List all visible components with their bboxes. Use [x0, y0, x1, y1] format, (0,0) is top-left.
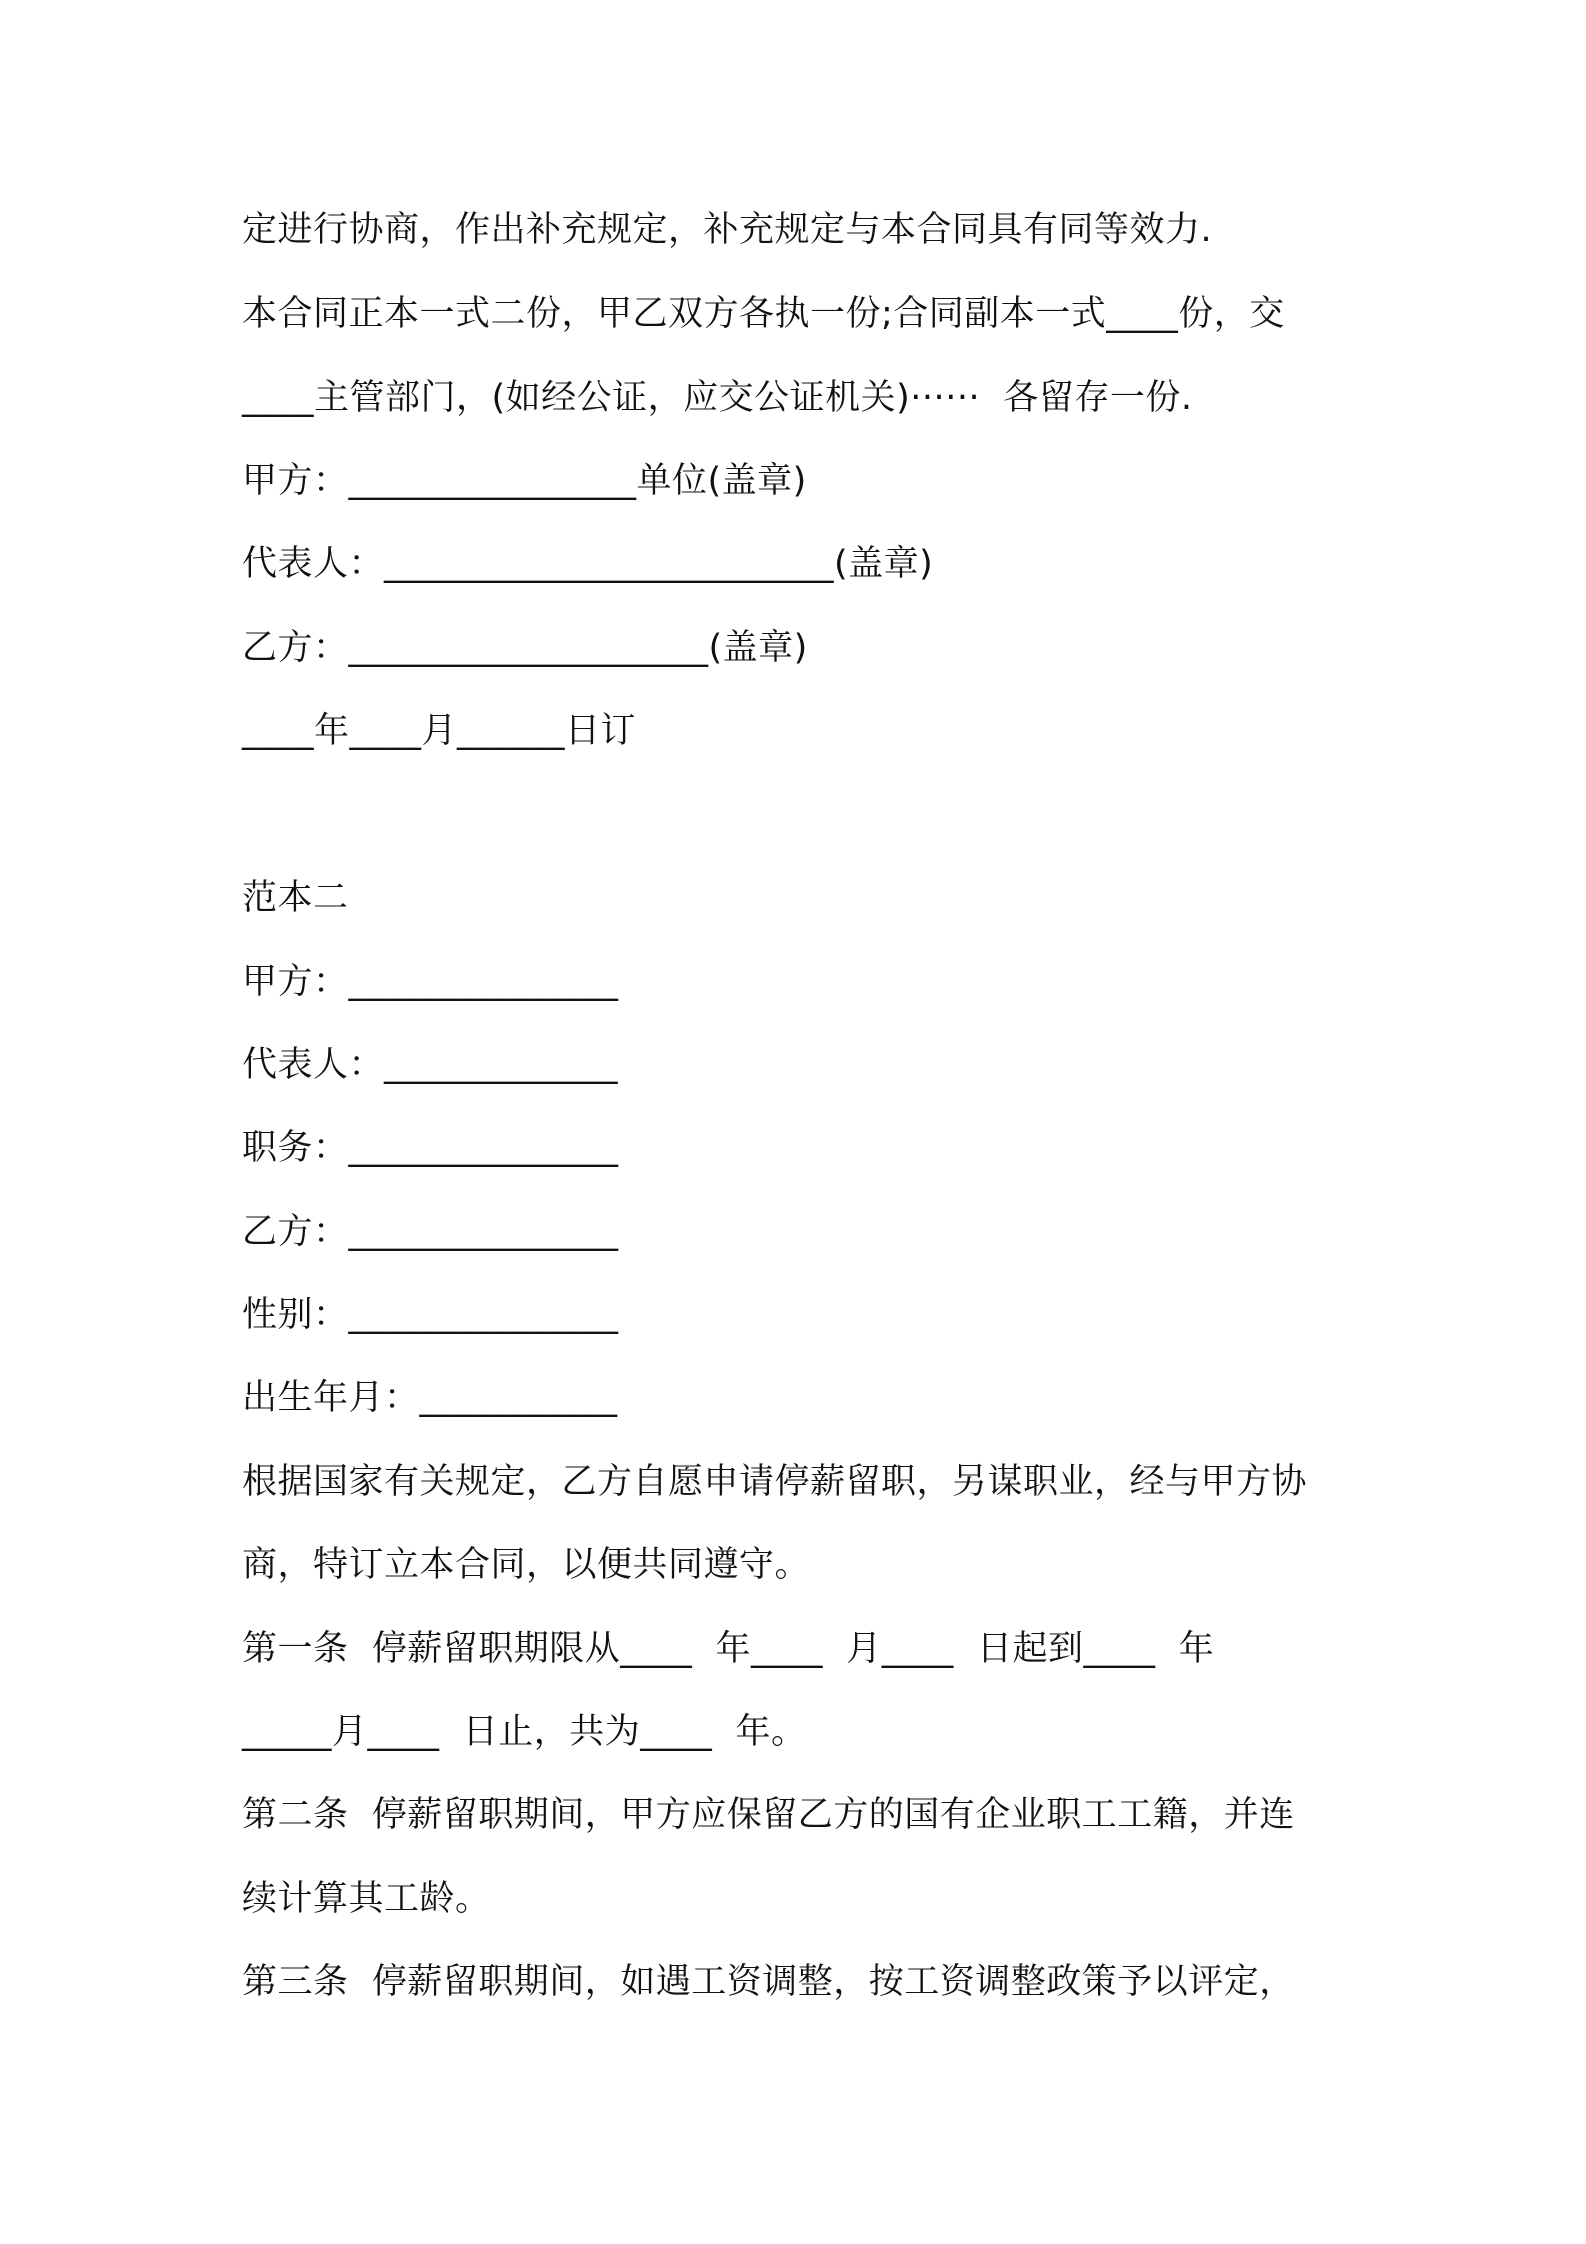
- field-party-b: 乙方：_______________: [242, 1212, 619, 1252]
- paragraph-intro-line-1: 根据国家有关规定，乙方自愿申请停薪留职，另谋职业，经与甲方协: [242, 1462, 1308, 1502]
- text-line-1: 定进行协商，作出补充规定，补充规定与本合同具有同等效力.: [242, 210, 1213, 250]
- representative-signature-line: 代表人：_________________________(盖章): [242, 544, 934, 584]
- field-position: 职务：_______________: [242, 1128, 619, 1168]
- field-gender: 性别：_______________: [242, 1295, 619, 1335]
- paragraph-intro-line-2: 商，特订立本合同，以便共同遵守。: [242, 1545, 811, 1585]
- party-a-signature-line: 甲方：________________单位(盖章): [242, 461, 807, 501]
- article-three-line-1: 第三条 停薪留职期间，如遇工资调整，按工资调整政策予以评定，: [242, 1962, 1295, 2002]
- text-line-3: ____主管部门，(如经公证，应交公证机关)······ 各留存一份.: [242, 378, 1193, 418]
- article-two-line-1: 第二条 停薪留职期间，甲方应保留乙方的国有企业职工工籍，并连: [242, 1795, 1295, 1835]
- article-one-line-1: 第一条 停薪留职期限从____ 年____ 月____ 日起到____ 年: [242, 1629, 1215, 1669]
- article-one-line-2: _____月____ 日止，共为____ 年。: [242, 1712, 807, 1752]
- party-b-signature-line: 乙方：____________________(盖章): [242, 628, 808, 668]
- section-title-template-two: 范本二: [242, 878, 349, 918]
- field-representative: 代表人：_____________: [242, 1045, 619, 1085]
- article-two-line-2: 续计算其工龄。: [242, 1879, 491, 1919]
- field-party-a: 甲方：_______________: [242, 962, 619, 1002]
- text-line-2: 本合同正本一式二份，甲乙双方各执一份;合同副本一式____份，交: [242, 294, 1285, 334]
- field-birth-date: 出生年月：___________: [242, 1378, 618, 1418]
- date-signed-line: ____年____月______日订: [242, 711, 637, 751]
